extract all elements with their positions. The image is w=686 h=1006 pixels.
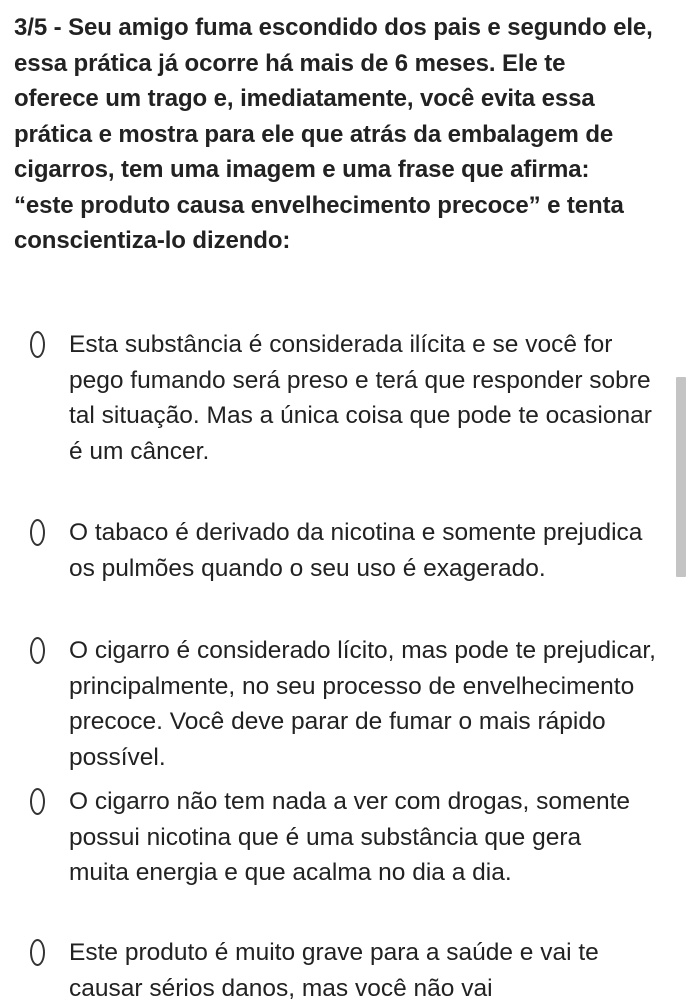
option-b[interactable]	[30, 515, 670, 586]
radio-button-icon[interactable]	[30, 939, 45, 966]
option-a-text: Esta substância é considerada ilícita e se você for pego fumando será preso e terá que responder sobre tal situação. Mas a única coisa que pode te ocasionar é um câncer.	[69, 331, 652, 465]
option-e[interactable]	[30, 935, 670, 1006]
option-c-text: O cigarro é considerado lícito, mas pode te prejudicar, principalmente, no seu processo de envelhecimento precoce. Você deve parar de fumar o mais rápido possível.	[69, 637, 656, 771]
option-d-text: O cigarro não tem nada a ver com drogas, somente possui nicotina que é uma substância que gera muita energia e que acalma no dia a dia.	[69, 788, 631, 886]
radio-button-icon[interactable]	[30, 519, 45, 546]
radio-button-icon[interactable]	[30, 637, 45, 664]
option-d[interactable]	[30, 784, 670, 891]
scrollbar-thumb[interactable]	[676, 377, 686, 577]
option-a[interactable]	[30, 327, 670, 469]
option-b-text: O tabaco é derivado da nicotina e somente prejudica os pulmões quando o seu uso é exagerado.	[69, 519, 643, 582]
radio-button-icon[interactable]	[30, 788, 45, 815]
option-e-text: Este produto é muito grave para a saúde e vai te causar sérios danos, mas você não vai	[69, 939, 599, 1002]
question-text: 3/5 - Seu amigo fuma escondido dos pais e segundo ele, essa prática já ocorre há mais de 6 meses. Ele te oferece um trago e, imediatamente, você evita essa prática e mostra para ele que atrás da embalagem de cigarros, tem uma imagem e uma frase que afirma: “este produto causa envelhecimento precoce” e tenta conscientiza-lo dizendo:	[14, 14, 653, 254]
option-c[interactable]	[30, 633, 670, 775]
radio-button-icon[interactable]	[30, 331, 45, 358]
